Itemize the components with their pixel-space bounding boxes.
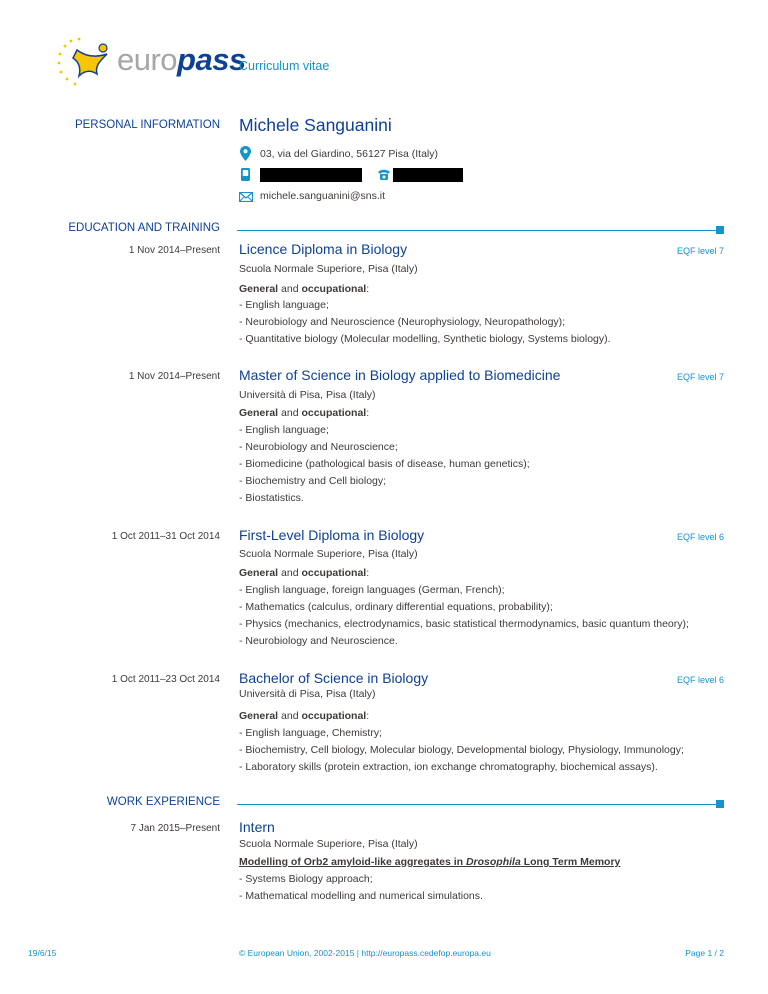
education-entry-title: Master of Science in Biology applied to Biomedicine — [239, 367, 561, 383]
eqf-level: EQF level 7 — [676, 246, 724, 256]
institution: Scuola Normale Superiore, Pisa (Italy) — [239, 548, 418, 560]
subject-item: - Physics (mechanics, electrodynamics, basic statistical thermodynamics, basic quantum theory); — [239, 618, 689, 630]
work-section-label: WORK EXPERIENCE — [106, 796, 220, 808]
europass-star-figure-icon — [55, 36, 125, 92]
work-section-divider — [237, 804, 716, 805]
education-entry-date: 1 Oct 2011–23 Oct 2014 — [111, 674, 220, 685]
subject-item: - English language, foreign languages (German, French); — [239, 584, 505, 596]
subjects-heading: General and occupational: — [239, 710, 370, 722]
subject-item: - Neurobiology and Neuroscience; — [239, 441, 398, 453]
europass-logo — [55, 36, 255, 92]
footer-copyright[interactable]: © European Union, 2002-2015 | http://europass.cedefop.europa.eu — [239, 948, 491, 958]
education-entry-date: 1 Nov 2014–Present — [128, 371, 220, 382]
subject-item: - Biostatistics. — [239, 492, 304, 504]
location-icon — [240, 146, 251, 161]
address: 03, via del Giardino, 56127 Pisa (Italy) — [260, 148, 439, 160]
eqf-level: EQF level 6 — [676, 675, 724, 685]
eqf-level: EQF level 6 — [676, 532, 724, 542]
subject-item: - Quantitative biology (Molecular modelling, Synthetic biology, Systems biology). — [239, 333, 611, 345]
education-section-marker — [716, 226, 724, 234]
education-entry-title: Licence Diploma in Biology — [239, 241, 408, 257]
redacted-phone-number — [393, 168, 463, 182]
subject-item: - English language; — [239, 424, 329, 436]
subject-item: - Mathematics (calculus, ordinary differential equations, probability); — [239, 601, 553, 613]
education-entry-title: Bachelor of Science in Biology — [239, 670, 429, 686]
institution: Scuola Normale Superiore, Pisa (Italy) — [239, 263, 418, 275]
personal-info-label: PERSONAL INFORMATION — [74, 119, 220, 131]
education-section-divider — [237, 230, 716, 231]
eqf-level: EQF level 7 — [676, 372, 724, 382]
work-item: - Systems Biology approach; — [239, 873, 373, 885]
subject-item: - English language, Chemistry; — [239, 727, 382, 739]
project-title: Modelling of Orb2 amyloid-like aggregates in Drosophila Long Term Memory — [239, 856, 621, 868]
europass-wordmark: europass — [117, 42, 246, 77]
work-entry-date: 7 Jan 2015–Present — [130, 823, 220, 834]
email-address[interactable]: michele.sanguanini@sns.it — [260, 190, 386, 202]
work-section-marker — [716, 800, 724, 808]
education-entry-date: 1 Oct 2011–31 Oct 2014 — [111, 531, 220, 542]
education-entry-date: 1 Nov 2014–Present — [128, 245, 220, 256]
subject-item: - Laboratory skills (protein extraction, ion exchange chromatography, biochemical assays). — [239, 761, 658, 773]
subject-item: - Biochemistry and Cell biology; — [239, 475, 387, 487]
redacted-mobile-number — [260, 168, 362, 182]
education-section-label: EDUCATION AND TRAINING — [68, 222, 220, 234]
email-icon — [239, 192, 253, 202]
employer: Scuola Normale Superiore, Pisa (Italy) — [239, 838, 418, 850]
subject-item: - Biochemistry, Cell biology, Molecular biology, Developmental biology, Physiology, Immunology; — [239, 744, 684, 756]
subjects-heading: General and occupational: — [239, 567, 370, 579]
work-item: - Mathematical modelling and numerical simulations. — [239, 890, 483, 902]
subjects-heading: General and occupational: — [239, 407, 370, 419]
subject-item: - Neurobiology and Neuroscience (Neurophysiology, Neuropathology); — [239, 316, 566, 328]
footer-date: 19/6/15 — [28, 948, 57, 958]
subject-item: - English language; — [239, 299, 329, 311]
footer-page-number: Page 1 / 2 — [685, 948, 724, 958]
subject-item: - Neurobiology and Neuroscience. — [239, 635, 398, 647]
subjects-heading: General and occupational: — [239, 283, 370, 295]
work-entry-title: Intern — [239, 819, 275, 835]
institution: Università di Pisa, Pisa (Italy) — [239, 389, 376, 401]
cv-title: Curriculum vitae — [239, 59, 330, 73]
subject-item: - Biomedicine (pathological basis of disease, human genetics); — [239, 458, 530, 470]
telephone-icon — [377, 169, 391, 180]
institution: Università di Pisa, Pisa (Italy) — [239, 688, 376, 700]
education-entry-title: First-Level Diploma in Biology — [239, 527, 425, 543]
person-name: Michele Sanguanini — [239, 115, 392, 135]
mobile-phone-icon — [241, 168, 250, 181]
